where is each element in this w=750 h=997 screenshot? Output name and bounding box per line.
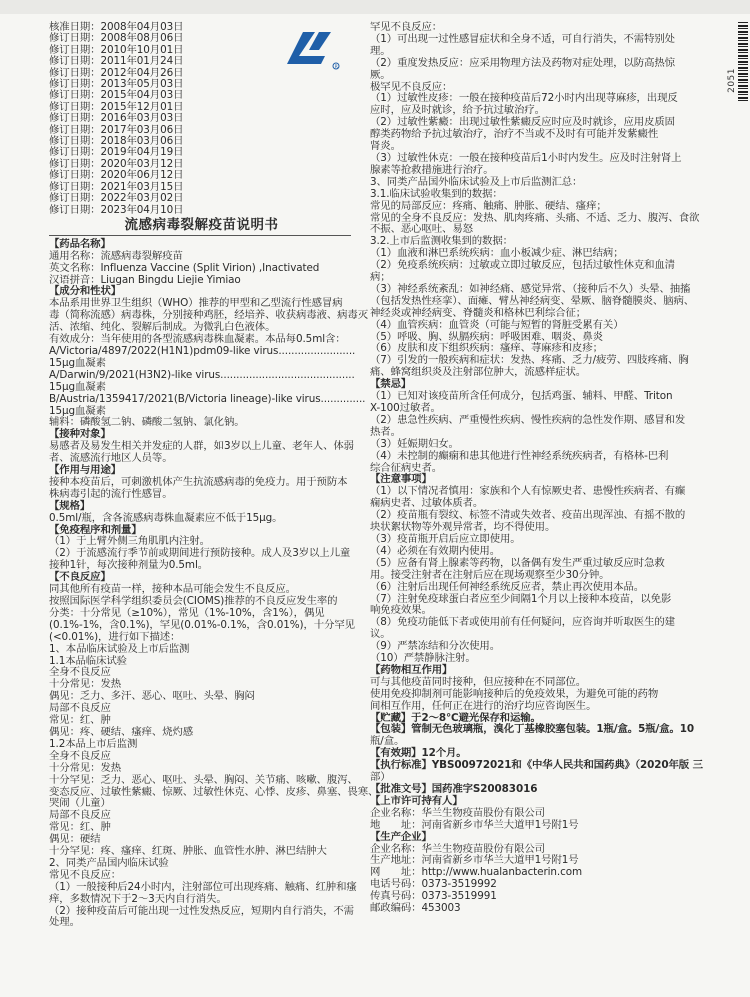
revision-date: 修订日期：2016年03月03日 [49,112,184,125]
title-divider [49,235,351,236]
text-line: 醇类药物给予抗过敏治疗，治疗不当或不及时有可能并发紫癜性 [370,128,659,141]
revision-date: 修订日期：2020年03月12日 [49,157,184,170]
text-line: 痛、蜂窝组织炎及注射部位肿大，流感样症状。 [370,366,587,379]
side-barcode [738,22,748,102]
section-heading: 【作用与用途】 [49,464,122,477]
text-line: （1）以下情况者慎用：家族和个人有惊厥史者、患慢性疾病者、有癫 [370,485,686,498]
text-line: 地 址：河南省新乡市华兰大道甲1号附1号 [370,818,579,831]
text-line: （2）免疫系统疾病：过敏或立即过敏反应，包括过敏性休克和血清 [370,259,675,272]
section-heading: 【药物相互作用】 [370,663,453,676]
section-heading: 【包装】管制无色玻璃瓶，溴化丁基橡胶塞包装。1瓶/盒。5瓶/盒。10 [370,723,695,736]
text-line: 电话号码：0373-3519992 [370,878,497,891]
text-line: 十分常见：发热 [49,761,122,774]
text-line: 企业名称：华兰生物疫苗股份有限公司 [370,806,545,819]
text-line: 分类：十分常见（≥10%），常见（1%-10%，含1%），偶见 [49,606,325,619]
section-heading: 【接种对象】 [49,428,111,441]
svg-text:R: R [334,64,338,70]
section-heading: 【有效期】12个月。 [370,747,467,760]
text-line: 不振、恶心呕吐、易怒 [370,223,473,236]
text-line: 响免疫效果。 [370,604,432,617]
text-line: 可与其他疫苗同时接种，但应接种在不同部位。 [370,675,587,688]
section-heading: 【生产企业】 [370,830,432,843]
text-line: 局部不良反应 [49,702,111,715]
revision-date: 修订日期：2019年04月19日 [49,146,184,159]
text-line: 块状絮状物等外观异常者，均不得使用。 [370,521,556,534]
text-line: 接种本疫苗后，可刺激机体产生抗流感病毒的免疫力。用于预防本 [49,475,348,488]
revision-date: 修订日期：2017年03月06日 [49,123,184,136]
text-line: 有效成分：当年使用的各型流感病毒株血凝素。本品每0.5ml含： [49,333,346,346]
text-line: 处理。 [49,916,80,929]
text-line: 神经炎或神经病变、脊髓炎和格林巴利综合征； [370,306,587,319]
text-line: （1）一般接种后24小时内，注射部位可出现疼痛、触痛、红肿和瘙 [49,880,357,893]
text-line: （3）疫苗瓶开启后应立即使用。 [370,532,521,545]
revision-date: 修订日期：2015年12月01日 [49,100,184,113]
text-line: 按照国际医学科学组织委员会(CIOMS)推荐的不良反应发生率的 [49,595,338,607]
text-line: （6）注射后出现任何神经系统反应者，禁止再次使用本品。 [370,580,645,593]
text-line: （包括发热性痉挛）、面瘫、臂丛神经病变、晕厥、脑脊髓膜炎、脑病、 [370,294,695,307]
revision-date: 修订日期：2010年10月01日 [49,43,184,56]
text-line: 通用名称：流感病毒裂解疫苗 [49,249,183,262]
text-line: （5）应备有肾上腺素等药物，以备偶有发生严重过敏反应时急救 [370,556,665,569]
text-line: 用。接受注射者在注射后应在现场观察至少30分钟。 [370,568,610,581]
text-line: （4）必须在有效期内使用。 [370,544,500,557]
text-line: 部） [370,771,391,784]
top-margin [0,0,750,14]
text-line: （3）神经系统紊乱：如神经痛、感觉异常、（接种后不久）头晕、抽搐 [370,282,691,295]
revision-date: 修订日期：2012年04月26日 [49,66,184,79]
text-line: 3.2.上市后监测收集到的数据： [370,235,513,248]
text-line: （10）严禁静脉注射。 [370,652,476,665]
text-line: 常见的全身不良反应：发热、肌肉疼痛、头痛、不适、乏力、腹泻、食欲 [370,211,700,224]
text-line: （2）患急性疾病、严重慢性疾病、慢性疾病的急性发作期、感冒和发 [370,413,686,426]
text-line: （1）血液和淋巴系统疾病：血小板减少症、淋巴结病； [370,247,624,260]
text-line: 议。 [370,628,391,641]
text-line: 接种1针，每次接种剂量为0.5ml。 [49,559,209,572]
text-line: 常见：红、肿 [49,821,111,834]
text-line: （1）于上臂外侧三角肌肌内注射。 [49,535,210,548]
text-line: 毒（简称流感）病毒株，分别接种鸡胚，经培养、收获病毒液、病毒灭 [49,309,369,322]
text-line: 辅料：磷酸氢二钠、磷酸二氢钠、氯化钠。 [49,416,245,429]
section-heading: 【禁忌】 [370,378,412,391]
text-line: 痫病史者、过敏体质者。 [370,497,484,510]
text-line: 常见：红、肿 [49,714,111,727]
side-code: 2051 [727,68,737,93]
revision-date: 修订日期：2015年04月03日 [49,89,184,102]
text-line: （1）已知对该疫苗所含任何成分，包括鸡蛋、辅料、甲醛、Triton [370,390,673,403]
text-line: 常见不良反应： [49,868,122,881]
text-line: 1.1本品临床试验 [49,654,127,667]
text-line: 15μg血凝素 [49,404,106,417]
text-line: 偶见：硬结 [49,833,101,846]
text-line: 1、本品临床试验及上市后监测 [49,642,190,655]
text-line: 局部不良反应 [49,809,111,822]
text-line: 间相互作用，任何正在进行的治疗均应咨询医生。 [370,699,597,712]
text-line: 汉语拼音：Liugan Bingdu Liejie Yimiao [49,273,241,286]
revision-date: 修订日期：2021年03月15日 [49,180,184,193]
text-line: 15μg血凝素 [49,380,106,393]
text-line: 病； [370,271,391,284]
text-line: （3）过敏性休克：一般在接种疫苗后1小时内发生。应及时注射肾上 [370,151,682,164]
text-line: 本品系用世界卫生组织（WHO）推荐的甲型和乙型流行性感冒病 [49,297,343,310]
text-line: A/Victoria/4897/2022(H1N1)pdm09-like virus........................ [49,344,356,357]
text-line: 热者。 [370,425,401,438]
text-line: 者、流感流行地区人员等。 [49,452,173,465]
revision-date: 修订日期：2008年08月06日 [49,32,184,45]
text-line: 十分罕见：疼、瘙痒、红斑、肿胀、血管性水肿、淋巴结肿大 [49,845,327,858]
text-line: 瓶/盒。 [370,735,405,748]
text-line: 同其他所有疫苗一样，接种本品可能会发生不良反应。 [49,583,296,596]
text-line: 1.2本品上市后监测 [49,737,138,750]
text-line: 变态反应、过敏性紫癜、惊厥、过敏性休克、心悸、皮疹、鼻塞、畏寒、 [49,785,379,798]
text-line: 痒，多数情况下于2～3天内自行消失。 [49,892,227,905]
company-logo-icon [285,26,343,72]
text-line: （6）皮肤和皮下组织疾病：瘙痒、荨麻疹和皮疹； [370,342,603,355]
right-column [370,22,725,915]
text-line: 3、同类产品国外临床试验及上市后监测汇总： [370,175,583,188]
text-line: （4）血管疾病：血管炎（可能与短暂的肾脏受累有关） [370,318,624,331]
section-heading: 【免疫程序和剂量】 [49,523,142,536]
text-line: （2）疫苗瓶有裂纹、标签不清或失效者、疫苗出现浑浊、有摇不散的 [370,509,686,522]
text-line: 理。 [370,44,391,57]
text-line: （1）过敏性皮疹：一般在接种疫苗后72小时内出现荨麻疹，出现反 [370,92,678,105]
text-line: X-100过敏者。 [370,402,441,414]
text-line: A/Darwin/9/2021(H3N2)-like virus.......................................... [49,368,355,381]
text-line: 极罕见不良反应： [370,80,453,93]
text-line: （9）严禁冻结和分次使用。 [370,640,500,653]
section-heading: 【注意事项】 [370,473,432,486]
text-line: （4）未控制的癫痫和患其他进行性神经系统疾病者，有格林-巴利 [370,449,669,462]
section-heading: 【规格】 [49,499,91,512]
text-line: （5）呼吸、胸、纵膈疾病：呼吸困难、咽炎、鼻炎 [370,330,603,343]
text-line: （2）接种疫苗后可能出现一过性发热反应，短期内自行消失，不需 [49,904,354,917]
text-line: 易感者及易发生相关并发症的人群，如3岁以上儿童、老年人、体弱 [49,440,354,453]
text-line: （7）注射免疫球蛋白者应至少间隔1个月以上接种本疫苗，以免影 [370,592,672,605]
text-line: （1）可出现一过性感冒症状和全身不适，可自行消失，不需特别处 [370,32,675,45]
left-body-text [49,237,379,930]
section-heading: 【药品名称】 [49,237,111,250]
section-heading: 【不良反应】 [49,571,111,584]
text-line: 活、浓缩、纯化、裂解后制成。为微乳白色液体。 [49,321,276,334]
text-line: 使用免疫抑制剂可能影响接种后的免疫效果，为避免可能的药物 [370,687,659,700]
text-line: 生产地址：河南省新乡市华兰大道甲1号附1号 [370,854,579,867]
text-line: 偶见：乏力、多汗、恶心、呕吐、头晕、胸闷 [49,690,255,703]
text-line: （3）妊娠期妇女。 [370,437,459,450]
text-line: 传真号码：0373-3519991 [370,890,497,903]
text-line: 2、同类产品国内临床试验 [49,856,169,869]
right-body-text [370,22,725,915]
section-heading: 【贮藏】于2～8℃避光保存和运输。 [370,711,541,724]
text-line: 哭闹（儿童） [49,797,111,810]
text-line: （7）引发的一般疾病和症状：发热、疼痛、乏力/疲劳、四肢疼痛、胸 [370,354,689,367]
section-heading: 【执行标准】YBS00972021和《中华人民共和国药典》（2020年版 三 [370,759,703,772]
text-line: 常见的局部反应：疼痛、触痛、肿胀、硬结、瘙痒； [370,199,607,212]
revision-date: 修订日期：2011年01月24日 [49,55,184,68]
section-heading: 【上市许可持有人】 [370,794,463,807]
text-line: 偶见：疼、硬结、瘙痒、烧灼感 [49,725,194,738]
document-title: 流感病毒裂解疫苗说明书 [124,216,279,233]
approval-date: 核准日期：2008年04月03日 [49,21,184,33]
revision-date: 修订日期：2023年04月10日 [49,203,184,216]
text-line: 企业名称：华兰生物疫苗股份有限公司 [370,842,545,855]
text-line: 腺素等抢救措施进行治疗。 [370,163,494,176]
section-heading: 【成分和性状】 [49,285,122,298]
revision-date: 修订日期：2022年03月02日 [49,192,184,205]
text-line: 综合征病史者。 [370,461,443,474]
section-heading: 【批准文号】国药准字S20083016 [370,783,538,795]
text-line: 全身不良反应 [49,749,111,762]
text-line: 应时，应及时就诊，给予抗过敏治疗。 [370,104,545,117]
text-line: 厥。 [370,68,391,81]
text-line: 邮政编码：453003 [370,902,461,915]
text-line: 15μg血凝素 [49,356,106,369]
text-line: （2）重度发热反应：应采用物理方法及药物对症处理，以防高热惊 [370,56,675,69]
text-line: (0.1%-1%，含0.1%)，罕见(0.01%-0.1%，含0.01%)，十分罕见 [49,618,355,631]
text-line: 网 址：http://www.hualanbacterin.com [370,866,582,879]
text-line: （8）免疫功能低下者或使用前有任何疑问，应咨询并听取医生的建 [370,616,675,629]
text-line: 全身不良反应 [49,666,111,679]
left-column [49,21,379,929]
text-line: 十分常见：发热 [49,678,122,691]
text-line: （2）于流感流行季节前或期间进行预防接种。成人及3岁以上儿童 [49,547,351,560]
text-line: 株病毒引起的流行性感冒。 [49,487,173,500]
text-line: 十分罕见：乏力、恶心、呕吐、头晕、胸闷、关节痛、咳嗽、腹泻、 [49,773,358,786]
text-line: B/Austria/1359417/2021(B/Victoria lineage)-like virus.............. [49,392,366,405]
text-line: （2）过敏性紫癜：出现过敏性紫癜反应时应及时就诊，应用皮质固 [370,116,675,129]
text-line: 3.1.临床试验收集到的数据： [370,187,503,200]
text-line: (<0.01%)，进行如下描述： [49,630,181,643]
text-line: 0.5ml/瓶，含各流感病毒株血凝素应不低于15μg。 [49,511,283,524]
revision-date: 修订日期：2018年03月06日 [49,135,184,148]
revision-date: 修订日期：2020年06月12日 [49,169,184,182]
revision-date: 修订日期：2013年05月03日 [49,78,184,91]
text-line: 罕见不良反应： [370,21,443,33]
text-line: 英文名称：Influenza Vaccine (Split Virion) ,Inactivated [49,261,320,274]
text-line: 肾炎。 [370,140,401,153]
